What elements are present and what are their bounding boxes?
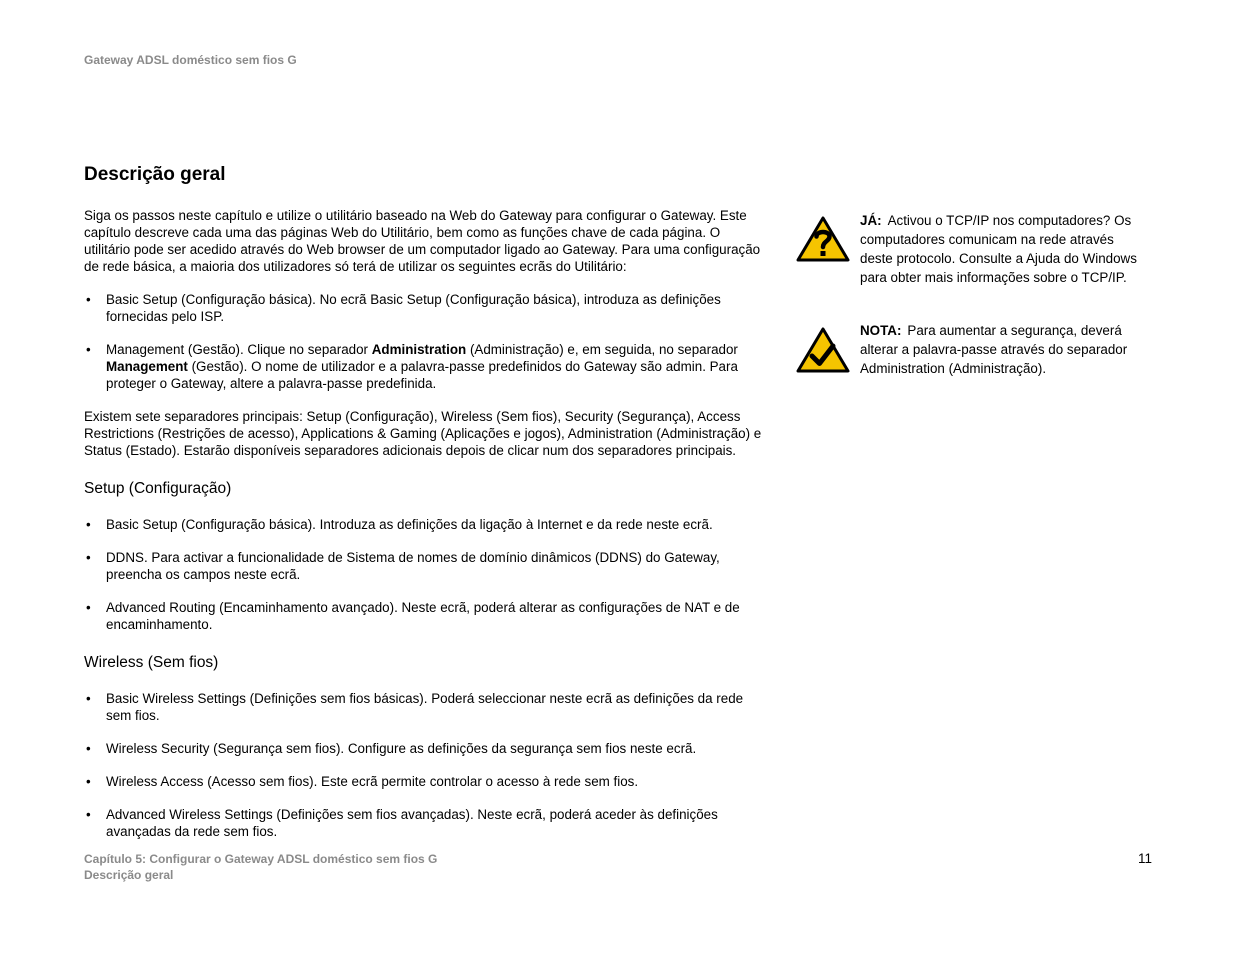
- list-item: • DDNS. Para activar a funcionalidade de Sistema de nomes de domínio dinâmicos (DDNS) do Gateway, preencha os campos neste ecrã.: [84, 549, 762, 583]
- sidebar-notes: [795, 211, 1145, 378]
- wireless-heading: Wireless (Sem fios): [84, 654, 219, 671]
- text-run: Management (Gestão). Clique no separador: [106, 342, 372, 357]
- list-item: • Wireless Security (Segurança sem fios). Configure as definições da segurança sem fios neste ecrã.: [84, 740, 762, 757]
- text-run: (Administração) e, em seguida, no separador: [466, 342, 738, 357]
- intro-bullet-list: [84, 291, 762, 392]
- tabs-paragraph: Existem sete separadores principais: Setup (Configuração), Wireless (Sem fios), Security (Segurança), Access Restrictions (Restrições de acesso), Applications & Gaming (Aplicações e jogos), Administration (Administração) e Status (Estado). Estarão disponíveis separadores adicionais depois de clicar num dos separadores principais.: [84, 409, 762, 458]
- page-footer: [84, 851, 437, 883]
- wireless-list: [84, 690, 762, 840]
- list-item: • Advanced Routing (Encaminhamento avançado). Neste ecrã, poderá alterar as configurações de NAT e de encaminhamento.: [84, 599, 762, 633]
- main-content: [84, 163, 762, 856]
- tip-note: [795, 321, 1145, 378]
- page-number: 11: [1138, 851, 1153, 866]
- list-item: • Advanced Wireless Settings (Definições sem fios avançadas). Neste ecrã, poderá aceder às definições avançadas da rede sem fios.: [84, 806, 762, 840]
- list-item: • Basic Setup (Configuração básica). Introduza as definições da ligação à Internet e da rede neste ecrã.: [84, 516, 762, 533]
- administration-term: Administration: [371, 342, 467, 357]
- list-item: • Basic Setup (Configuração básica). No ecrã Basic Setup (Configuração básica), introduza as definições fornecidas pelo ISP.: [84, 291, 762, 325]
- note-label: JÁ:: [860, 213, 882, 228]
- question-note: [795, 211, 1145, 287]
- text-run: (Gestão). O nome de utilizador e a palavra-passe predefinidos do Gateway são admin. Para proteger o Gateway, altere a palavra-passe predefinida.: [106, 359, 738, 391]
- footer-chapter: Capítulo 5: Configurar o Gateway ADSL doméstico sem fios G: [84, 852, 438, 866]
- list-item: • Wireless Access (Acesso sem fios). Este ecrã permite controlar o acesso à rede sem fios.: [84, 773, 762, 790]
- footer-section: Descrição geral: [84, 868, 174, 882]
- list-item: [84, 341, 762, 392]
- setup-heading: Setup (Configuração): [84, 480, 232, 497]
- list-item: • Basic Wireless Settings (Definições sem fios básicas). Poderá seleccionar neste ecrã as definições da rede sem fios.: [84, 690, 762, 724]
- question-warning-icon: [795, 215, 851, 268]
- note-text: Para aumentar a segurança, deverá alterar a palavra-passe através do separador Administration (Administração).: [860, 323, 1128, 376]
- setup-list: [84, 516, 762, 633]
- intro-paragraph: Siga os passos neste capítulo e utilize o utilitário baseado na Web do Gateway para configurar o Gateway. Este capítulo descreve cada uma das páginas Web do Utilitário, bem como as funções chave de cada página. O utilitário pode ser acedido através do Web browser de um computador ligado ao Gateway. Para uma configuração de rede básica, a maioria dos utilizadores só terá de utilizar os seguintes ecrãs do Utilitário:: [84, 208, 761, 274]
- checkmark-warning-icon: [795, 326, 851, 379]
- page-title: Descrição geral: [84, 164, 226, 185]
- note-label: NOTA:: [860, 323, 902, 338]
- note-text: Activou o TCP/IP nos computadores? Os computadores comunicam na rede através deste protocolo. Consulte a Ajuda do Windows para obter mais informações sobre o TCP/IP.: [860, 213, 1137, 285]
- management-term: Management: [106, 359, 188, 374]
- running-header: Gateway ADSL doméstico sem fios G: [84, 53, 297, 67]
